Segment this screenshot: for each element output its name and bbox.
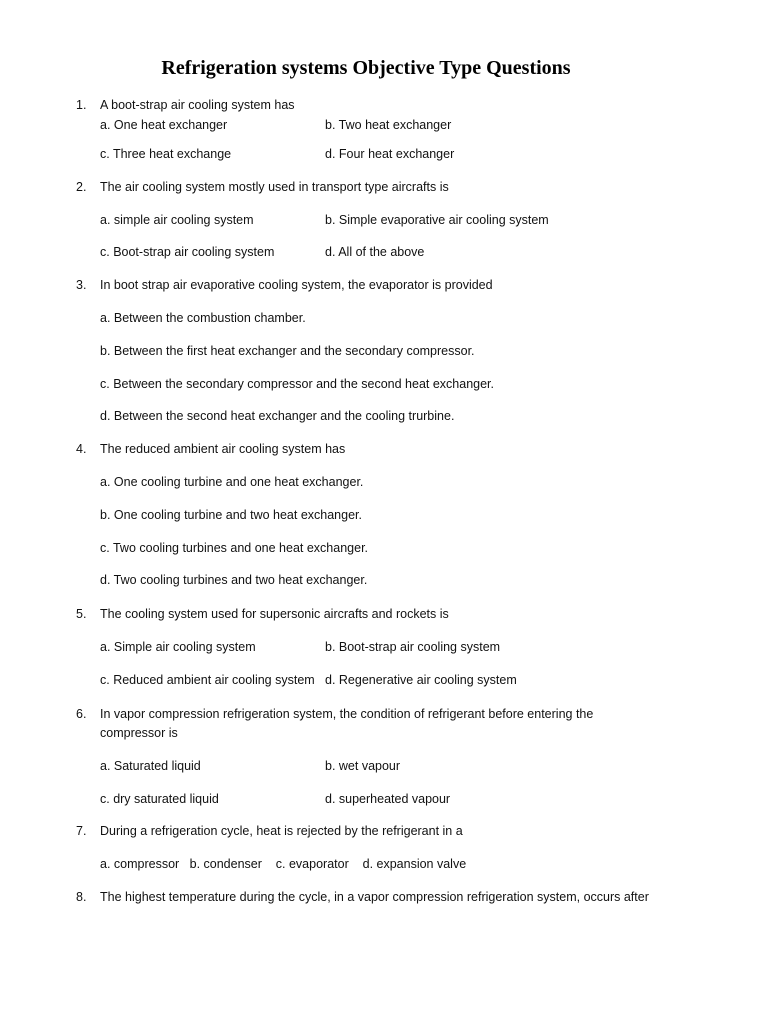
question-text: The cooling system used for supersonic aircrafts and rockets is — [100, 607, 449, 621]
page-title: Refrigeration systems Objective Type Questions — [161, 57, 571, 79]
option-b: b. Between the first heat exchanger and the secondary compressor. — [100, 344, 475, 358]
question-text: The reduced ambient air cooling system has — [100, 442, 346, 456]
option-b: b. Boot-strap air cooling system — [325, 640, 501, 654]
question-text: During a refrigeration cycle, heat is rejected by the refrigerant in a — [100, 824, 463, 838]
question-number: 6. — [76, 707, 87, 721]
question-text-continued: compressor is — [100, 726, 178, 740]
option-c: c. dry saturated liquid — [100, 792, 219, 806]
options-inline: a. compressor b. condenser c. evaporator d. expansion valve — [100, 857, 467, 871]
option-d: d. Four heat exchanger — [325, 147, 455, 161]
option-c: c. Three heat exchange — [100, 147, 232, 161]
option-b: b. Two heat exchanger — [325, 118, 452, 132]
option-c: c. Two cooling turbines and one heat exchanger. — [100, 541, 369, 555]
question-number: 7. — [76, 824, 87, 838]
question-number: 8. — [76, 890, 87, 904]
option-b: b. One cooling turbine and two heat exchanger. — [100, 508, 362, 522]
question-text: The air cooling system mostly used in transport type aircrafts is — [100, 180, 449, 194]
question-number: 3. — [76, 278, 87, 292]
question-text: In vapor compression refrigeration system, the condition of refrigerant before entering the — [100, 707, 594, 721]
question-number: 5. — [76, 607, 87, 621]
option-a: a. Simple air cooling system — [100, 640, 256, 654]
option-d: d. Between the second heat exchanger and the cooling trurbine. — [100, 409, 455, 423]
option-c: c. Reduced ambient air cooling system — [100, 673, 315, 687]
question-number: 2. — [76, 180, 87, 194]
option-a: a. One heat exchanger — [100, 118, 228, 132]
question-text: The highest temperature during the cycle, in a vapor compression refrigeration system, occurs after — [100, 890, 649, 904]
option-c: c. Boot-strap air cooling system — [100, 245, 275, 259]
option-d: d. superheated vapour — [325, 792, 451, 806]
option-b: b. wet vapour — [325, 759, 401, 773]
option-a: a. Saturated liquid — [100, 759, 201, 773]
option-a: a. One cooling turbine and one heat exchanger. — [100, 475, 364, 489]
question-number: 4. — [76, 442, 87, 456]
option-d: d. All of the above — [325, 245, 425, 259]
option-b: b. Simple evaporative air cooling system — [325, 213, 549, 227]
option-d: d. Two cooling turbines and two heat exchanger. — [100, 573, 368, 587]
option-a: a. simple air cooling system — [100, 213, 254, 227]
question-text: A boot-strap air cooling system has — [100, 98, 295, 112]
option-c: c. Between the secondary compressor and the second heat exchanger. — [100, 377, 494, 391]
question-number: 1. — [76, 98, 87, 112]
question-text: In boot strap air evaporative cooling system, the evaporator is provided — [100, 278, 493, 292]
option-d: d. Regenerative air cooling system — [325, 673, 517, 687]
option-a: a. Between the combustion chamber. — [100, 311, 306, 325]
